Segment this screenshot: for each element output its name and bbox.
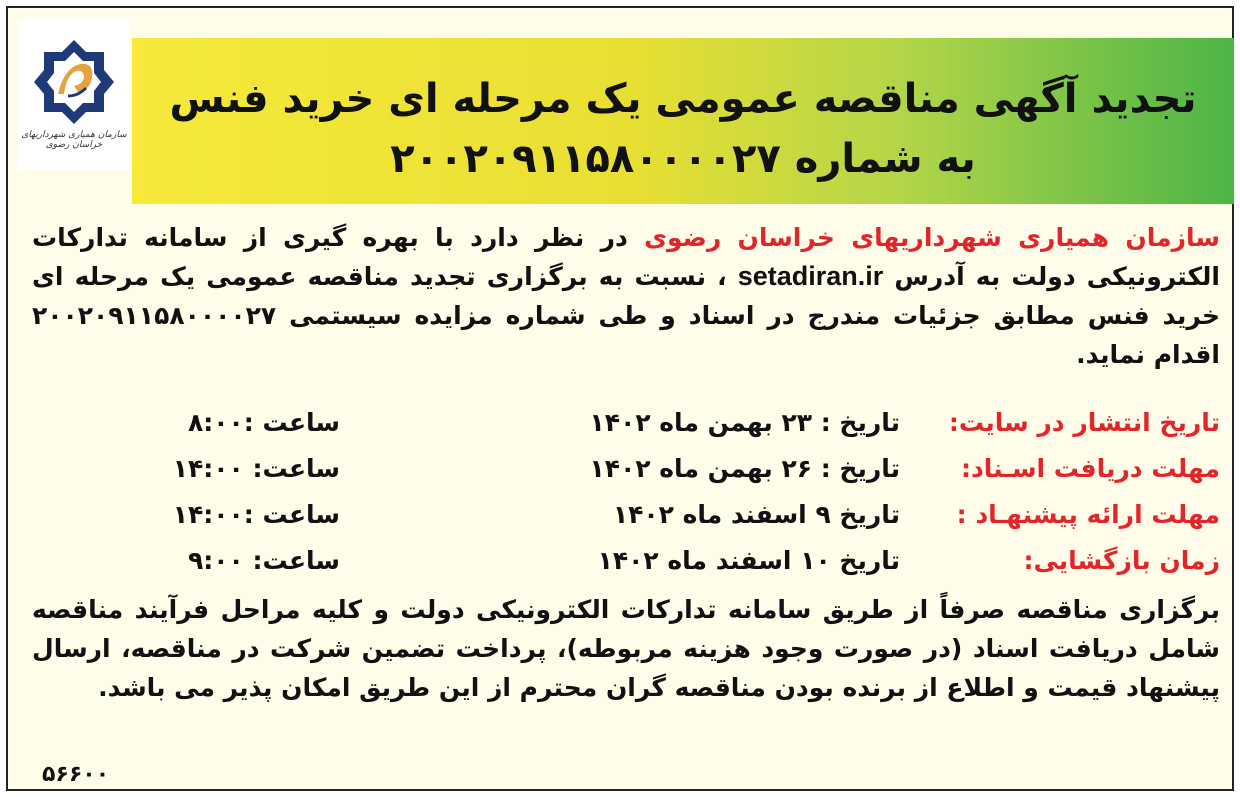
schedule-time: ساعت :۱۴:۰۰ <box>172 500 340 529</box>
schedule-time: ساعت :۸:۰۰ <box>188 408 340 437</box>
tender-number-title: به شماره ۲۰۰۲۰۹۱۱۵۸۰۰۰۰۲۷ <box>390 136 976 182</box>
logo-caption: سازمان همیاری شهرداریهای خراسان رضوی <box>21 130 127 150</box>
title-banner <box>132 38 1234 204</box>
schedule-date: تاریخ ۱۰ اسفند ماه ۱۴۰۲ <box>597 546 900 575</box>
municipal-org-emblem-icon <box>34 38 114 124</box>
schedule-time: ساعت: ۹:۰۰ <box>188 546 340 575</box>
logo <box>18 20 130 170</box>
ad-number: ۵۶۶۰۰ <box>42 762 110 787</box>
page-title: تجدید آگهی مناقصه عمومی یک مرحله ای خرید فنس <box>169 76 1197 122</box>
schedule-row-publish <box>32 400 1220 446</box>
schedule-table <box>32 400 1220 584</box>
intro-text-part2: ، نسبت به برگزاری تجدید مناقصه عمومی یک مرحله ای خرید فنس مطابق جزئیات مندرج در اسناد و طی شماره مزایده سیستمی ۲۰۰۲۰۹۱۱۵۸۰۰۰۰۲۷ اقدام نماید. <box>32 262 1220 369</box>
schedule-date: تاریخ : ۲۳ بهمن ماه ۱۴۰۲ <box>589 408 900 437</box>
schedule-row-documents <box>32 446 1220 492</box>
intro-paragraph <box>32 218 1220 374</box>
schedule-row-opening <box>32 538 1220 584</box>
schedule-time: ساعت: ۱۴:۰۰ <box>172 454 340 483</box>
closing-paragraph: برگزاری مناقصه صرفاً از طریق سامانه تدارکات الکترونیکی دولت و کلیه مراحل فرآیند مناقصه شامل دریافت اسناد (در صورت وجود هزینه مربوطه)، پرداخت تضمین شرکت در مناقصه، ارسال پیشنهاد قیمت و اطلاع از برنده بودن مناقصه گران محترم از این طریق امکان پذیر می باشد. <box>32 595 1220 702</box>
schedule-label: مهلت ارائه پیشنهـاد : <box>956 500 1220 529</box>
intro-text-part1: در نظر دارد با بهره گیری از سامانه تدارکات الکترونیکی دولت به آدرس <box>32 223 1220 291</box>
schedule-label: تاریخ انتشار در سایت: <box>948 408 1220 437</box>
schedule-label: مهلت دریافت اسـناد: <box>960 454 1220 483</box>
schedule-label: زمان بازگشایی: <box>1023 546 1220 575</box>
website-link[interactable]: setadiran.ir <box>737 261 884 291</box>
schedule-date: تاریخ ۹ اسفند ماه ۱۴۰۲ <box>612 500 900 529</box>
organization-name: سازمان همیاری شهرداریهای خراسان رضوی <box>644 223 1220 252</box>
schedule-date: تاریخ : ۲۶ بهمن ماه ۱۴۰۲ <box>589 454 900 483</box>
schedule-row-proposal <box>32 492 1220 538</box>
advertisement-frame <box>6 6 1234 791</box>
